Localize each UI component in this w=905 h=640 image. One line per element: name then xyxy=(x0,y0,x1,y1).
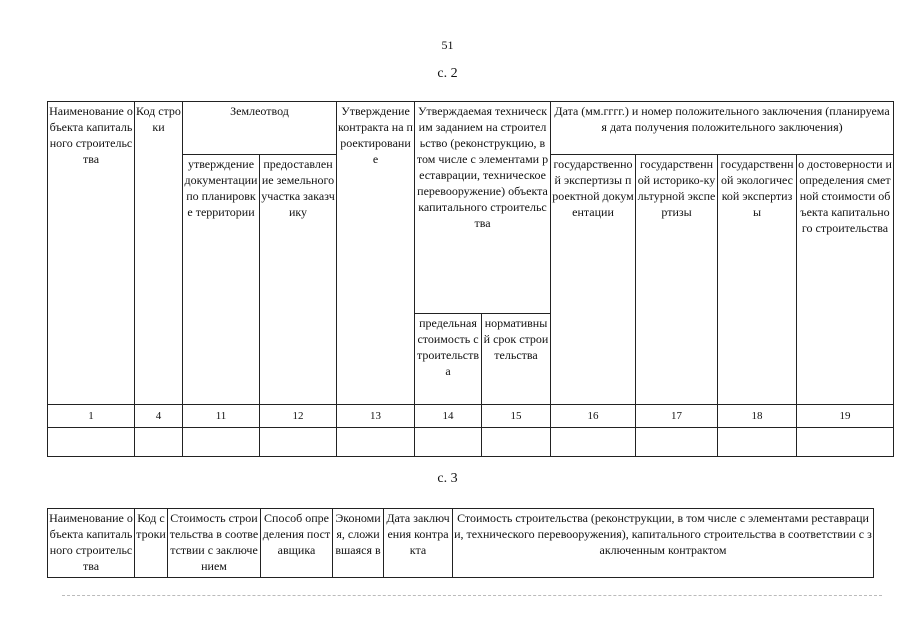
header-date-sub1: государственной экспертизы проектной документации xyxy=(551,155,636,405)
header-date-sub3: государственной экологической экспертизы xyxy=(718,155,797,405)
col-number: 1 xyxy=(48,405,135,428)
empty-cell[interactable] xyxy=(636,428,718,457)
header-contract-date: Дата заключения контракта xyxy=(384,509,453,578)
header-tech-sub1: предельная стоимость строительства xyxy=(415,314,482,405)
section-label-c3: с. 3 xyxy=(437,471,458,486)
empty-cell[interactable] xyxy=(260,428,337,457)
empty-cell[interactable] xyxy=(337,428,415,457)
header-date-sub4: о достоверности и определения сметной стоимости объекта капитального строительства xyxy=(797,155,894,405)
header-name: Наименование объекта капитального строительства xyxy=(48,102,135,405)
col-number: 16 xyxy=(551,405,636,428)
header-economy: Экономия, сложившаяся в xyxy=(333,509,384,578)
header-code: Код строки xyxy=(135,102,183,405)
header-land-sub1: утверждение документации по планировке территории xyxy=(183,155,260,405)
header-date: Дата (мм.гггг.) и номер положительного заключения (планируемая дата получения положительного заключения) xyxy=(551,102,894,155)
col-number: 11 xyxy=(183,405,260,428)
header-land-sub2: предоставление земельного участка заказчику xyxy=(260,155,337,405)
empty-cell[interactable] xyxy=(551,428,636,457)
empty-cell[interactable] xyxy=(482,428,551,457)
col-number: 15 xyxy=(482,405,551,428)
col-number: 13 xyxy=(337,405,415,428)
table-section-3 xyxy=(47,508,874,578)
header-date-sub2: государственной историко-культурной экспертизы xyxy=(636,155,718,405)
header-land: Землеотвод xyxy=(183,102,337,155)
empty-cell[interactable] xyxy=(135,428,183,457)
scan-artifact-line xyxy=(62,595,882,597)
header-code: Код строки xyxy=(135,509,168,578)
col-number: 4 xyxy=(135,405,183,428)
col-number: 19 xyxy=(797,405,894,428)
section-label-c2: с. 2 xyxy=(437,66,458,81)
empty-cell[interactable] xyxy=(415,428,482,457)
header-contract: Утверждение контракта на проектирование xyxy=(337,102,415,405)
header-tech-sub2: нормативный срок строительства xyxy=(482,314,551,405)
table-section-2 xyxy=(47,101,894,457)
col-number: 12 xyxy=(260,405,337,428)
col-number: 14 xyxy=(415,405,482,428)
col-number: 18 xyxy=(718,405,797,428)
empty-cell[interactable] xyxy=(183,428,260,457)
header-method: Способ определения поставщика xyxy=(261,509,333,578)
page-number: 51 xyxy=(441,38,454,52)
empty-cell[interactable] xyxy=(718,428,797,457)
header-name: Наименование объекта капитального строительства xyxy=(48,509,135,578)
col-number: 17 xyxy=(636,405,718,428)
header-tech: Утверждаемая техническим заданием на строительство (реконструкцию, в том числе с элементами реставрации, техническое перевооружение) объекта капитального строительства xyxy=(415,102,551,314)
header-cost: Стоимость строительства в соответствии с заключением xyxy=(168,509,261,578)
header-cost-contract: Стоимость строительства (реконструкции, в том числе с элементами реставрации, технического перевооружения), капитального строительства в соответствии с заключенным контрактом xyxy=(453,509,874,578)
empty-cell[interactable] xyxy=(797,428,894,457)
empty-cell[interactable] xyxy=(48,428,135,457)
